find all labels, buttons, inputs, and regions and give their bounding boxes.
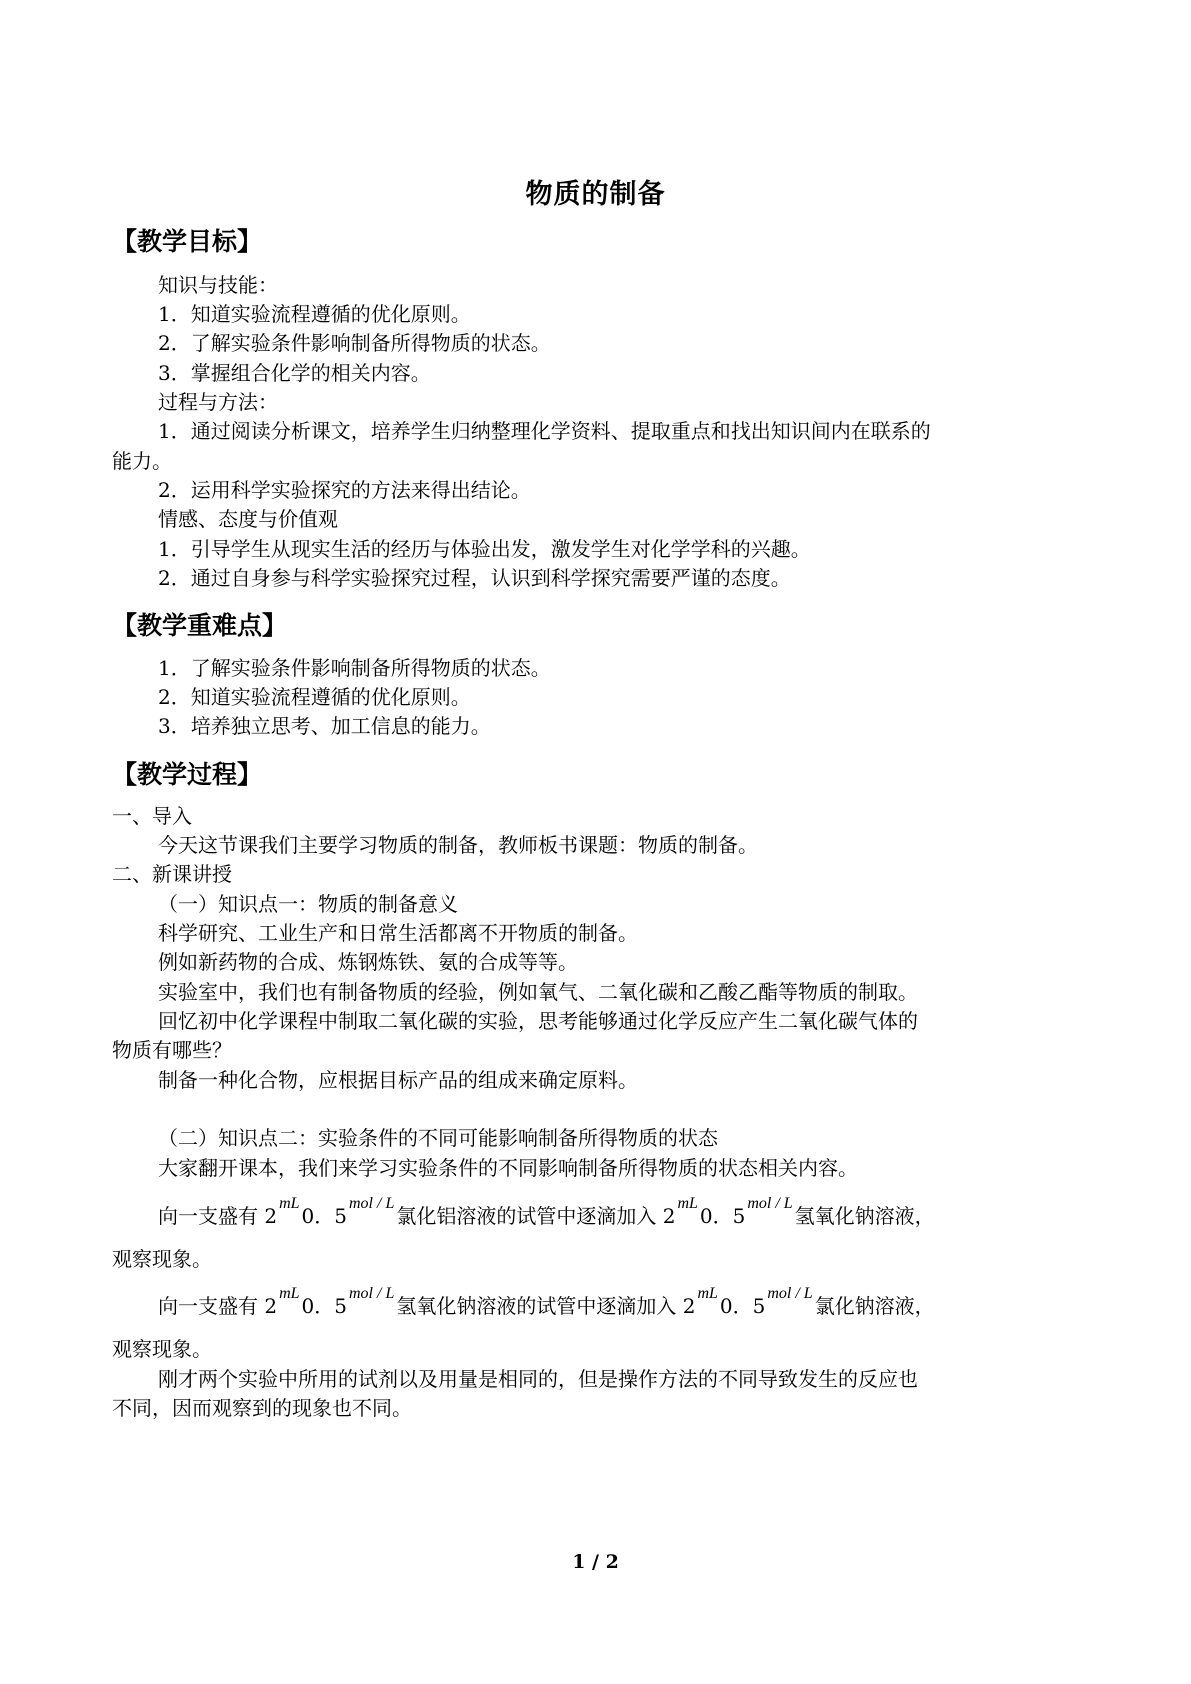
section-heading-goals: 【教学目标】 (112, 227, 263, 256)
section-heading-process: 【教学过程】 (112, 760, 263, 789)
text-line: 知识与技能： (158, 273, 278, 297)
section-heading-key-points: 【教学重难点】 (112, 611, 288, 640)
text-line: 刚才两个实验中所用的试剂以及用量是相同的，但是操作方法的不同导致发生的反应也 (158, 1367, 918, 1391)
text-line: （二）知识点二：实验条件的不同可能影响制备所得物质的状态 (158, 1126, 718, 1150)
text-line: 例如新药物的合成、炼钢炼铁、氨的合成等等。 (158, 950, 578, 974)
text-segment: 氯化钠溶液， (814, 1294, 935, 1318)
text-segment: 氢氧化钠溶液， (794, 1204, 935, 1228)
text-line: 2．了解实验条件影响制备所得物质的状态。 (158, 331, 551, 355)
unit-label: mol / L (747, 1195, 793, 1212)
unit-label: mL (279, 1195, 300, 1212)
unit-label: mL (279, 1285, 300, 1302)
text-line: 1．引导学生从现实生活的经历与体验出发，激发学生对化学学科的兴趣。 (158, 537, 811, 561)
text-line: 物质有哪些？ (112, 1038, 232, 1062)
text-line: 回忆初中化学课程中制取二氧化碳的实验，思考能够通过化学反应产生二氧化碳气体的 (158, 1009, 918, 1033)
text-line: 不同，因而观察到的现象也不同。 (112, 1396, 412, 1420)
page-title: 物质的制备 (525, 179, 666, 210)
text-line: 情感、态度与价值观 (158, 507, 338, 531)
text-line: 观察现象。 (112, 1337, 212, 1361)
text-segment: 向一支盛有 2 (158, 1204, 278, 1228)
text-line: 1．通过阅读分析课文，培养学生归纳整理化学资料、提取重点和找出知识间内在联系的 (158, 419, 931, 443)
text-segment: 氯化铝溶液的试管中逐滴加入 2 (396, 1204, 676, 1228)
text-line: 科学研究、工业生产和日常生活都离不开物质的制备。 (158, 921, 638, 945)
text-line: 3．掌握组合化学的相关内容。 (158, 361, 431, 385)
text-line: 2．运用科学实验探究的方法来得出结论。 (158, 478, 531, 502)
text-segment: 0．5 (301, 1204, 347, 1228)
text-line: 今天这节课我们主要学习物质的制备，教师板书课题：物质的制备。 (158, 833, 758, 857)
unit-label: mL (697, 1285, 718, 1302)
text-line: 能力。 (112, 449, 172, 473)
text-segment: 0．5 (699, 1204, 746, 1228)
text-line: 3．培养独立思考、加工信息的能力。 (158, 714, 491, 738)
unit-label: mL (677, 1195, 698, 1212)
text-line: 二、新课讲授 (112, 862, 232, 886)
text-line: 过程与方法： (158, 390, 278, 414)
text-line: （一）知识点一：物质的制备意义 (158, 892, 458, 916)
unit-label: mol / L (349, 1195, 395, 1212)
text-line: 大家翻开课本，我们来学习实验条件的不同影响制备所得物质的状态相关内容。 (158, 1156, 858, 1180)
text-line: 观察现象。 (112, 1247, 212, 1271)
text-segment: 0．5 (301, 1294, 347, 1318)
text-line: 2．知道实验流程遵循的优化原则。 (158, 685, 471, 709)
text-line: 实验室中，我们也有制备物质的经验，例如氧气、二氧化碳和乙酸乙酯等物质的制取。 (158, 980, 918, 1004)
experiment-line-2 (158, 1285, 935, 1319)
page-number: 1 / 2 (572, 1551, 619, 1573)
text-line: 制备一种化合物，应根据目标产品的组成来确定原料。 (158, 1068, 638, 1092)
text-line: 一、导入 (112, 804, 192, 828)
unit-label: mol / L (767, 1285, 813, 1302)
text-segment: 0．5 (719, 1294, 766, 1318)
unit-label: mol / L (349, 1285, 395, 1302)
text-segment: 向一支盛有 2 (158, 1294, 278, 1318)
text-segment: 氢氧化钠溶液的试管中逐滴加入 2 (396, 1294, 696, 1318)
experiment-line-1 (158, 1195, 935, 1229)
text-line: 1．知道实验流程遵循的优化原则。 (158, 302, 471, 326)
text-line: 2．通过自身参与科学实验探究过程，认识到科学探究需要严谨的态度。 (158, 566, 791, 590)
text-line: 1．了解实验条件影响制备所得物质的状态。 (158, 656, 551, 680)
